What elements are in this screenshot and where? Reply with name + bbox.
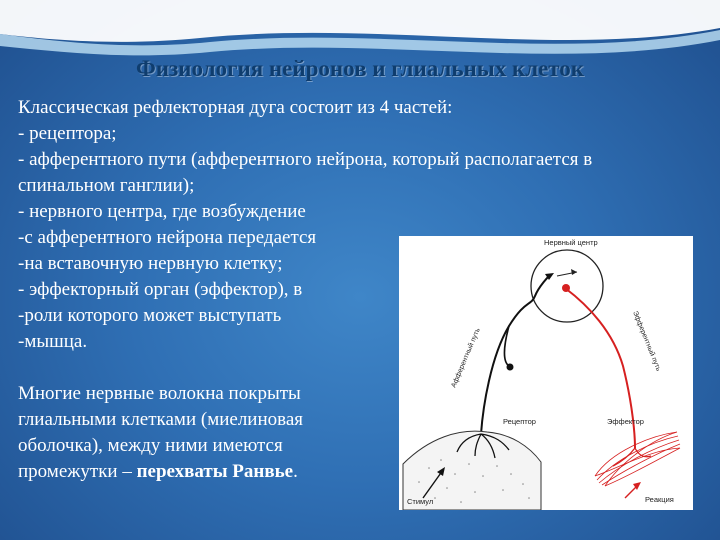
effector-muscle	[595, 432, 680, 486]
text-line: -на вставочную нервную клетку;	[18, 253, 283, 274]
text-line: оболочка), между ними имеются	[18, 435, 283, 456]
text-line: - нервного центра, где возбуждение	[18, 201, 306, 222]
text-fragment: промежутки –	[18, 461, 137, 482]
text-line: -роли которого может выступать	[18, 305, 282, 326]
text-line: - эффекторный орган (эффектор), в	[18, 279, 303, 300]
text-line: Классическая рефлекторная дуга состоит из 4 частей:	[18, 97, 453, 118]
nerve-center-label: Нервный центр	[544, 238, 598, 247]
text-line: -мышца.	[18, 331, 88, 352]
stimulus-label: Стимул	[407, 497, 434, 506]
text-fragment: .	[293, 461, 298, 482]
text-line: -с афферентного нейрона передается	[18, 227, 317, 248]
ranvier-nodes-term: перехваты Ранвье	[136, 461, 294, 482]
text-line: спинальном ганглии);	[18, 175, 195, 196]
reflex-arc-figure	[399, 236, 693, 510]
text-line: глиальными клетками (миелиновая	[18, 409, 304, 430]
afferent-path	[481, 276, 549, 434]
reaction-label: Реакция	[645, 495, 674, 504]
effector-label: Эффектор	[607, 417, 644, 426]
text-line: - афферентного пути (афферентного нейрона, который располагается в	[18, 149, 593, 170]
receptor-label: Рецептор	[503, 417, 536, 426]
slide-title: Физиология нейронов и глиальных клеток	[135, 56, 585, 81]
efferent-neuron-body	[562, 284, 570, 292]
efferent-path-label: Эфферентный путь	[631, 310, 662, 373]
text-line: Многие нервные волокна покрыты	[18, 383, 301, 404]
afferent-neuron-body	[507, 364, 514, 371]
afferent-path-label: Афферентный путь	[450, 327, 482, 389]
interneuron-arrow-head	[571, 269, 577, 275]
text-line: - рецептора;	[18, 123, 117, 144]
